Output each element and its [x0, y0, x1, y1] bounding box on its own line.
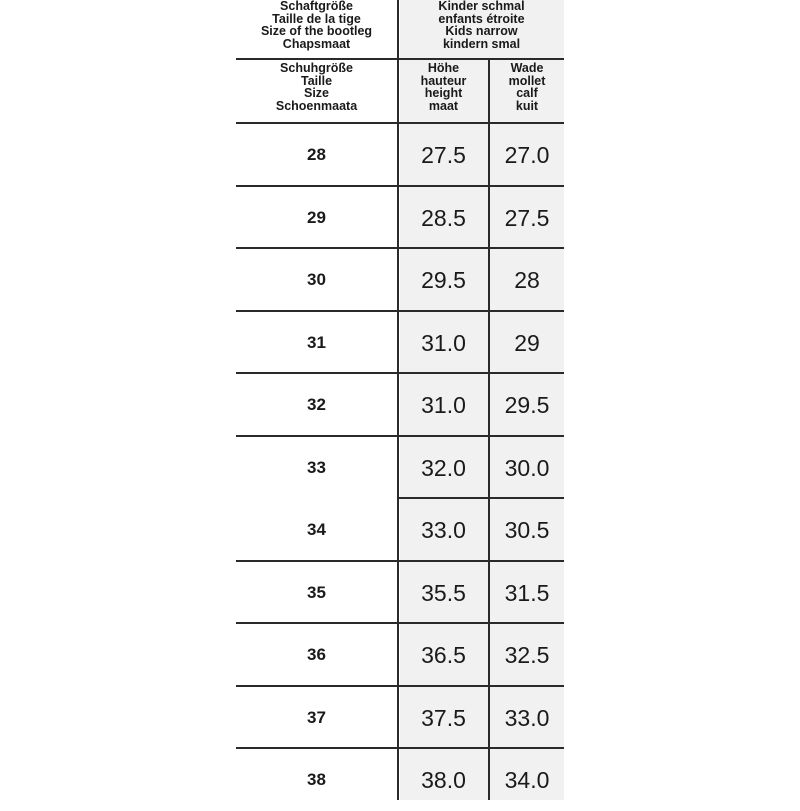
size-chart [236, 0, 564, 800]
calf-header-de: Wade [510, 61, 544, 75]
calf-header [490, 62, 564, 112]
height-calf-column-divider [488, 59, 490, 800]
calf-header-fr: mollet [508, 73, 546, 88]
shaft-size-header-de: Schaftgröße [280, 0, 353, 13]
shoe-size-cell: 36 [307, 645, 326, 664]
height-cell: 38.0 [421, 766, 466, 793]
shaft-size-header-en: Size of the bootleg [260, 24, 373, 39]
height-cell: 31.0 [421, 329, 466, 356]
height-header-nl: maat [428, 98, 459, 113]
table-row [236, 562, 564, 624]
height-header [399, 62, 488, 112]
table-row [236, 312, 564, 374]
shoe-size-cell: 38 [307, 770, 326, 789]
height-cell: 33.0 [421, 516, 466, 543]
kids-narrow-header-nl: kindern smal [442, 36, 521, 51]
kids-narrow-header [399, 0, 564, 50]
height-header-fr: hauteur [420, 73, 467, 88]
shoe-size-cell: 37 [307, 708, 326, 727]
height-cell: 28.5 [421, 204, 466, 231]
height-header-de: Höhe [427, 61, 460, 75]
calf-cell: 31.5 [504, 579, 550, 606]
table-row [236, 124, 564, 186]
height-cell: 32.0 [421, 454, 466, 481]
shoe-size-header-nl: Schoenmaata [275, 98, 358, 113]
kids-narrow-header-de: Kinder schmal [438, 0, 525, 13]
calf-cell: 32.5 [504, 641, 550, 668]
height-cell: 29.5 [421, 266, 466, 293]
table-row [236, 687, 564, 749]
calf-cell: 29.5 [504, 391, 550, 418]
kids-narrow-header-fr: enfants étroite [438, 11, 525, 26]
height-header-en: height [424, 86, 463, 101]
table-row [236, 437, 564, 499]
shoe-size-cell: 31 [307, 333, 326, 352]
calf-cell: 27.5 [504, 204, 550, 231]
calf-header-en: calf [516, 86, 538, 101]
shoe-size-header-fr: Taille [300, 73, 333, 88]
height-cell: 36.5 [421, 641, 466, 668]
shoe-size-cell: 35 [307, 583, 326, 602]
shaft-size-header-fr: Taille de la tige [272, 11, 361, 26]
shoe-size-header-de: Schuhgröße [280, 61, 353, 75]
height-cell: 27.5 [421, 141, 466, 168]
calf-cell: 33.0 [504, 704, 550, 731]
calf-cell: 30.0 [504, 454, 550, 481]
table-row [236, 374, 564, 436]
shoe-size-cell: 28 [307, 145, 326, 164]
shoe-size-header-en: Size [303, 86, 329, 101]
table-row [236, 187, 564, 249]
shoe-size-cell: 34 [307, 520, 326, 539]
shaft-size-header [236, 0, 397, 50]
calf-cell: 29 [514, 329, 540, 356]
height-cell: 31.0 [421, 391, 466, 418]
calf-cell: 30.5 [504, 516, 550, 543]
header-divider-line [236, 58, 564, 60]
table-row [236, 499, 564, 561]
shoe-size-cell: 29 [307, 208, 326, 227]
calf-header-nl: kuit [515, 98, 539, 113]
calf-cell: 34.0 [504, 766, 550, 793]
kids-narrow-header-en: Kids narrow [445, 24, 518, 39]
shoe-size-cell: 30 [307, 270, 326, 289]
calf-cell: 27.0 [504, 141, 550, 168]
table-row [236, 749, 564, 811]
shaft-size-header-nl: Chapsmaat [282, 36, 351, 51]
size-column-divider [397, 0, 399, 800]
calf-cell: 28 [514, 266, 540, 293]
height-cell: 35.5 [421, 579, 466, 606]
table-row [236, 624, 564, 686]
shoe-size-cell: 32 [307, 395, 326, 414]
table-row [236, 249, 564, 311]
shoe-size-header [236, 62, 397, 112]
shoe-size-cell: 33 [307, 458, 326, 477]
height-cell: 37.5 [421, 704, 466, 731]
